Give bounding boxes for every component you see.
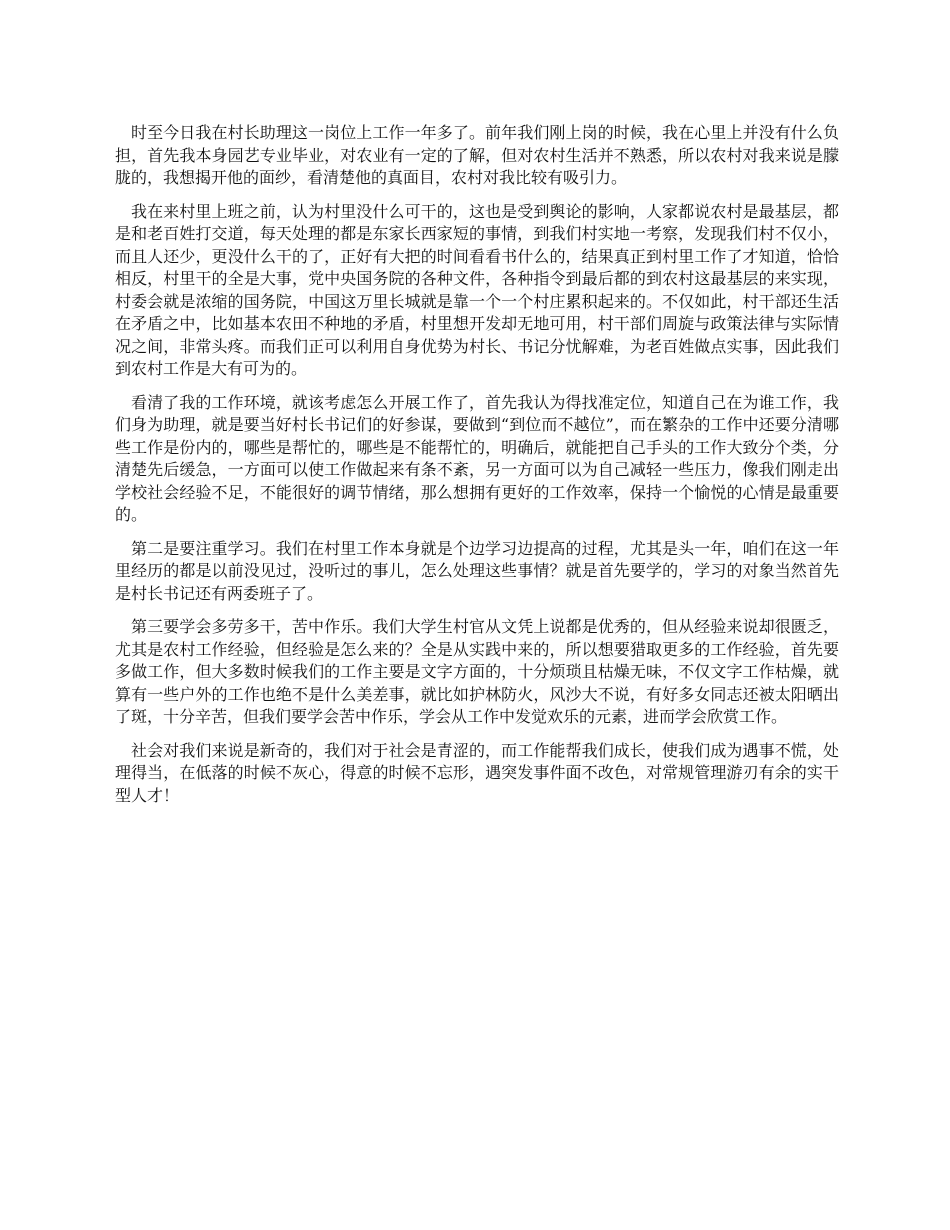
- document-body: [115, 122, 839, 818]
- paragraph-6: 社会对我们来说是新奇的，我们对于社会是青涩的，而工作能帮我们成长，使我们成为遇事不慌，处理得当，在低落的时候不灰心，得意的时候不忘形，遇突发事件面不改色，对常规管理游刃有余的实干型人才！: [115, 740, 839, 805]
- paragraph-2: 我在来村里上班之前，认为村里没什么可干的，这也是受到舆论的影响，人家都说农村是最基层，都是和老百姓打交道，每天处理的都是东家长西家短的事情，到我们村实地一考察，发现我们村不仅小，而且人还少，更没什么干的了，正好有大把的时间看看书什么的，结果真正到村里工作了才知道，恰恰相反，村里干的全是大事，党中央国务院的各种文件，各种指令到最后都的到农村这最基层的来实现，村委会就是浓缩的国务院，中国这万里长城就是靠一个一个村庄累积起来的。不仅如此，村干部还生活在矛盾之中，比如基本农田不种地的矛盾，村里想开发却无地可用，村干部们周旋与政策法律与实际情况之间，非常头疼。而我们正可以利用自身优势为村长、书记分忧解难，为老百姓做点实事，因此我们到农村工作是大有可为的。: [115, 201, 839, 378]
- paragraph-1: 时至今日我在村长助理这一岗位上工作一年多了。前年我们刚上岗的时候，我在心里上并没有什么负担，首先我本身园艺专业毕业，对农业有一定的了解，但对农村生活并不熟悉，所以农村对我来说是朦胧的，我想揭开他的面纱，看清楚他的真面目，农村对我比较有吸引力。: [115, 123, 839, 187]
- paragraph-4: 第二是要注重学习。我们在村里工作本身就是个边学习边提高的过程，尤其是头一年，咱们在这一年里经历的都是以前没见过，没听过的事儿，怎么处理这些事情？就是首先要学的，学习的对象当然首先是村长书记还有两委班子了。: [115, 538, 839, 603]
- paragraph-5: 第三要学会多劳多干，苦中作乐。我们大学生村官从文凭上说都是优秀的，但从经验来说却很匮乏，尤其是农村工作经验，但经验是怎么来的？全是从实践中来的，所以想要猎取更多的工作经验，首先要多做工作，但大多数时候我们的工作主要是文字方面的，十分烦琐且枯燥无味，不仅文字工作枯燥，就算有一些户外的工作也绝不是什么美差事，就比如护林防火，风沙大不说，有好多女同志还被太阳晒出了斑，十分辛苦，但我们要学会苦中作乐，学会从工作中发觉欢乐的元素，进而学会欣赏工作。: [115, 617, 839, 726]
- paragraph-3: 看清了我的工作环境，就该考虑怎么开展工作了，首先我认为得找准定位，知道自己在为谁工作，我们身为助理，就是要当好村长书记们的好参谋，要做到“到位而不越位”，而在繁杂的工作中还要分清哪些工作是份内的，哪些是帮忙的，哪些是不能帮忙的，明确后，就能把自己手头的工作大致分个类，分清楚先后缓急，一方面可以使工作做起来有条不紊，另一方面可以为自己减轻一些压力，像我们刚走出学校社会经验不足，不能很好的调节情绪，那么想拥有更好的工作效率，保持一个愉悦的心情是最重要的。: [115, 392, 839, 524]
